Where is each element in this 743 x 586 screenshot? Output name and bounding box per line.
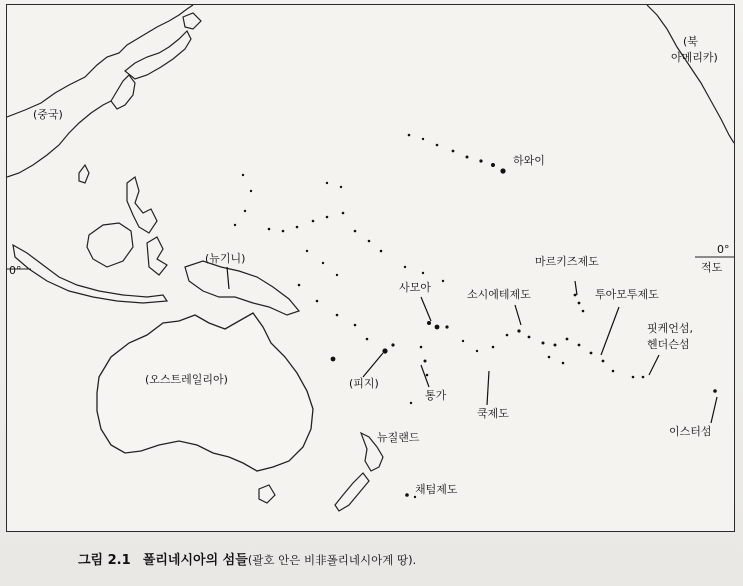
label-zero-right: 0° <box>717 243 730 256</box>
japan-islands <box>125 31 191 79</box>
label-hawaii: 하와이 <box>513 154 545 167</box>
figure-title: 폴리네시아의 섬들 <box>142 553 248 568</box>
arrow-society <box>515 305 521 325</box>
borneo-island <box>87 223 133 267</box>
label-north-america-1: (북 <box>683 35 698 48</box>
sulawesi-island <box>147 237 167 275</box>
arrow-samoa <box>421 297 431 321</box>
label-north-america-2: 아메리카) <box>671 51 718 64</box>
label-chatham: 채텀제도 <box>415 483 458 496</box>
label-pitcairn-1: 핏케언섬, <box>647 322 694 335</box>
figure-number: 그림 2.1 <box>78 553 131 568</box>
label-tuamotu: 투아모투제도 <box>595 288 659 301</box>
figure-caption <box>78 549 416 568</box>
label-society: 소시에테제도 <box>467 288 531 301</box>
arrow-tuamotu <box>601 307 619 355</box>
arrow-new-guinea <box>227 267 229 289</box>
label-marquesas: 마르키즈제도 <box>535 255 599 268</box>
philippines-islands <box>127 177 157 233</box>
figure-note: (괄호 안은 비非폴리네시아계 땅). <box>247 553 417 567</box>
arrow-fiji <box>363 353 383 377</box>
label-cook: 쿡제도 <box>477 407 509 420</box>
island-dots <box>234 134 717 499</box>
label-china: (중국) <box>33 108 63 121</box>
label-zero-left: 0° <box>9 264 22 277</box>
arrow-pitcairn <box>649 355 659 375</box>
label-samoa: 사모아 <box>399 281 431 294</box>
taiwan-island <box>79 165 89 183</box>
arrow-easter <box>711 397 717 423</box>
arrow-marquesas <box>575 281 577 295</box>
north-america-coast <box>647 5 734 143</box>
label-easter: 이스터섬 <box>669 425 712 438</box>
korea-peninsula <box>111 75 135 109</box>
new-guinea-island <box>185 261 299 315</box>
arrow-cook <box>487 371 489 405</box>
new-zealand-south <box>335 473 369 511</box>
label-equator: 적도 <box>701 261 723 274</box>
east-asia-coast <box>7 5 193 117</box>
label-australia: (오스트레일리아) <box>145 373 228 386</box>
hokkaido-island <box>183 13 201 29</box>
tasmania-island <box>259 485 275 503</box>
label-new-guinea: (뉴기니) <box>205 252 246 265</box>
polynesia-map <box>6 4 735 532</box>
label-fiji: (피지) <box>349 377 379 390</box>
map-drawing <box>7 5 734 531</box>
australia-continent <box>97 313 313 471</box>
label-new-zealand: 뉴질랜드 <box>377 431 420 444</box>
label-pitcairn-2: 헨더슨섬 <box>647 338 690 351</box>
label-tonga: 통가 <box>425 389 447 402</box>
